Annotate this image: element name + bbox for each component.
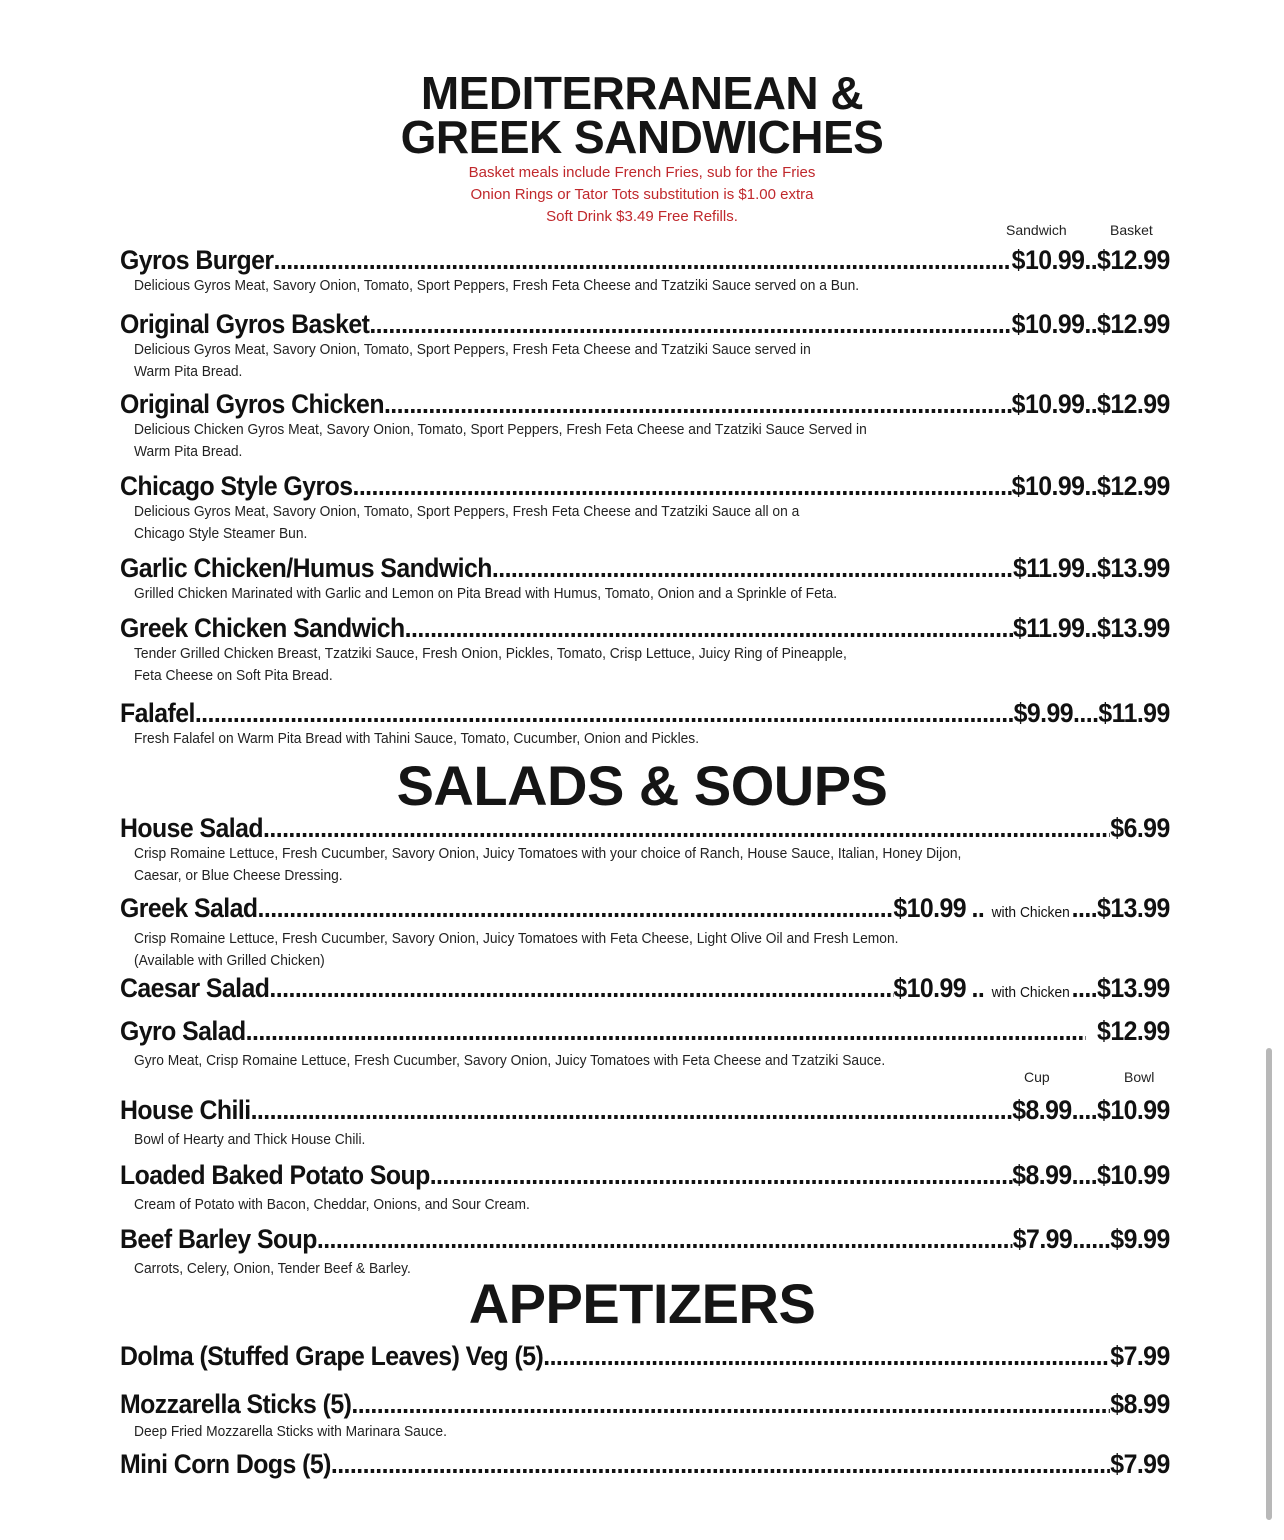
item-price-with-chicken: $13.99: [1097, 893, 1170, 923]
sandwiches-title-line1: MEDITERRANEAN &: [420, 67, 864, 119]
item-name: Loaded Baked Potato Soup: [120, 1160, 430, 1190]
item-name: Gyro Salad: [120, 1016, 246, 1046]
col-header-sandwich: Sandwich: [1006, 222, 1067, 238]
price-separator: ....: [1071, 973, 1098, 1003]
item-price-basket: $13.99: [1097, 613, 1170, 643]
basket-note-1: Basket meals include French Fries, sub for the Fries: [468, 164, 816, 181]
basket-note-2: Onion Rings or Tator Tots substitution is $1.00 extra: [470, 186, 814, 203]
item-price-sandwich: $11.99: [1013, 613, 1085, 643]
price-separator: ....: [1071, 1160, 1098, 1190]
price-separator: ..: [1084, 471, 1098, 501]
item-description: Delicious Gyros Meat, Savory Onion, Tomato, Sport Peppers, Fresh Feta Cheese and Tzatziki Sauce all on a: [134, 503, 800, 520]
item-description-cont: Chicago Style Steamer Bun.: [134, 525, 308, 542]
item-price-basket: $12.99: [1097, 471, 1170, 501]
item-description: Carrots, Celery, Onion, Tender Beef & Barley.: [134, 1260, 411, 1277]
price-separator: ..: [971, 973, 985, 1003]
salads-soups-title: SALADS & SOUPS: [396, 754, 888, 817]
vertical-scrollbar[interactable]: [1266, 1048, 1272, 1520]
item-name: Caesar Salad: [120, 973, 270, 1003]
price-separator: ..: [1084, 245, 1098, 275]
appetizers-title: APPETIZERS: [468, 1272, 816, 1335]
item-description-cont: Warm Pita Bread.: [134, 363, 243, 380]
item-name: Garlic Chicken/Humus Sandwich: [120, 553, 492, 583]
with-chicken-label: with Chicken: [991, 904, 1070, 921]
menu-item-house-chili: [120, 1095, 1170, 1151]
item-price-sandwich: $10.99: [1011, 471, 1085, 501]
menu-item-chicago-style-gyros: [120, 471, 1170, 545]
menu-item-garlic-chicken-humus: [120, 553, 1170, 605]
price-separator: ..: [1084, 613, 1098, 643]
item-price-cup: $8.99: [1012, 1160, 1072, 1190]
item-description: Crisp Romaine Lettuce, Fresh Cucumber, Savory Onion, Juicy Tomatoes with Feta Cheese, Light Olive Oil and Fresh Lemon.: [134, 930, 899, 947]
item-price: $8.99: [1110, 1389, 1170, 1419]
menu-item-loaded-baked-potato-soup: [120, 1160, 1170, 1216]
item-name: Greek Salad: [120, 893, 258, 923]
menu-item-original-gyros-basket: [120, 309, 1170, 383]
item-name: Gyros Burger: [120, 245, 274, 275]
menu-item-dolma: [120, 1341, 1170, 1371]
item-price-basket: $11.99: [1098, 698, 1170, 728]
item-price: $12.99: [1097, 1016, 1170, 1046]
item-price: $10.99: [893, 973, 966, 1003]
menu-item-greek-salad: [120, 893, 1170, 972]
menu-item-caesar-salad: [120, 973, 1170, 1008]
item-price-basket: $12.99: [1097, 309, 1170, 339]
item-name: Original Gyros Basket: [120, 309, 370, 339]
item-description-cont: Feta Cheese on Soft Pita Bread.: [134, 667, 333, 684]
item-description: Delicious Gyros Meat, Savory Onion, Tomato, Sport Peppers, Fresh Feta Cheese and Tzatziki Sauce served on a Bun.: [134, 277, 860, 294]
item-description: Tender Grilled Chicken Breast, Tzatziki Sauce, Fresh Onion, Pickles, Tomato, Crisp Lettuce, Juicy Ring of Pineapple,: [134, 645, 847, 662]
item-price: $6.99: [1110, 813, 1170, 843]
item-price-cup: $8.99: [1012, 1095, 1072, 1125]
item-description: Grilled Chicken Marinated with Garlic and Lemon on Pita Bread with Humus, Tomato, Onion and a Sprinkle of Feta.: [134, 585, 838, 602]
menu-item-gyros-burger: [120, 245, 1170, 297]
item-price-cup: $7.99: [1012, 1224, 1073, 1254]
basket-note-3: Soft Drink $3.49 Free Refills.: [546, 208, 738, 225]
item-name: Chicago Style Gyros: [120, 471, 353, 501]
sandwiches-title-line2: GREEK SANDWICHES: [400, 111, 884, 163]
item-name: Falafel: [120, 698, 195, 728]
item-description-cont: Warm Pita Bread.: [134, 443, 243, 460]
item-description: Fresh Falafel on Warm Pita Bread with Tahini Sauce, Tomato, Cucumber, Onion and Pickles.: [134, 730, 700, 747]
menu-item-original-gyros-chicken: [120, 389, 1170, 463]
price-separator: ..: [1084, 553, 1098, 583]
menu-item-mozzarella-sticks: [120, 1389, 1170, 1443]
col-header-cup: Cup: [1024, 1069, 1050, 1085]
item-description: Cream of Potato with Bacon, Cheddar, Onions, and Sour Cream.: [134, 1196, 530, 1213]
item-price: $10.99: [893, 893, 966, 923]
price-separator: ..: [971, 893, 985, 923]
item-name: Original Gyros Chicken: [120, 389, 384, 419]
col-header-bowl: Bowl: [1124, 1069, 1155, 1085]
menu-item-falafel: [120, 698, 1170, 750]
item-price-sandwich: $9.99: [1013, 698, 1074, 728]
col-header-basket: Basket: [1110, 222, 1153, 238]
item-description: Delicious Gyros Meat, Savory Onion, Tomato, Sport Peppers, Fresh Feta Cheese and Tzatziki Sauce served in: [134, 341, 811, 358]
item-price-with-chicken: $13.99: [1097, 973, 1170, 1003]
item-description-cont: (Available with Grilled Chicken): [134, 952, 325, 969]
menu-item-gyro-salad: [120, 1016, 1170, 1072]
item-name: House Salad: [120, 813, 264, 843]
item-description: Delicious Chicken Gyros Meat, Savory Onion, Tomato, Sport Peppers, Fresh Feta Cheese and Tzatziki Sauce Served in: [134, 421, 867, 438]
item-price-basket: $12.99: [1097, 245, 1170, 275]
item-name: Greek Chicken Sandwich: [120, 613, 405, 643]
price-separator: ....: [1071, 893, 1098, 923]
price-separator: ....: [1073, 698, 1099, 728]
item-price-bowl: $10.99: [1097, 1095, 1170, 1125]
item-price-bowl: $9.99: [1110, 1224, 1170, 1254]
item-price-sandwich: $10.99: [1011, 309, 1085, 339]
item-name: Mozzarella Sticks (5): [120, 1389, 352, 1419]
item-name: Mini Corn Dogs (5): [120, 1449, 331, 1479]
item-price-basket: $13.99: [1097, 553, 1170, 583]
price-separator: ......: [1072, 1224, 1111, 1254]
menu-item-greek-chicken-sandwich: [120, 613, 1170, 687]
item-price-basket: $12.99: [1097, 389, 1170, 419]
item-description-cont: Caesar, or Blue Cheese Dressing.: [134, 867, 343, 884]
item-description: Gyro Meat, Crisp Romaine Lettuce, Fresh Cucumber, Savory Onion, Juicy Tomatoes with Feta Cheese and Tzatziki Sauce.: [134, 1052, 886, 1069]
price-separator: ..: [1084, 389, 1098, 419]
item-name: House Chili: [120, 1095, 251, 1125]
item-description: Bowl of Hearty and Thick House Chili.: [134, 1131, 366, 1148]
item-name: Dolma (Stuffed Grape Leaves) Veg (5): [120, 1341, 544, 1371]
item-description: Crisp Romaine Lettuce, Fresh Cucumber, Savory Onion, Juicy Tomatoes with your choice of Ranch, House Sauce, Italian, Honey Dijon,: [134, 845, 962, 862]
with-chicken-label: with Chicken: [991, 984, 1070, 1001]
item-description: Deep Fried Mozzarella Sticks with Marinara Sauce.: [134, 1423, 447, 1440]
price-separator: ....: [1071, 1095, 1098, 1125]
item-price: $7.99: [1110, 1449, 1170, 1479]
item-price-bowl: $10.99: [1097, 1160, 1170, 1190]
menu-item-mini-corn-dogs: [120, 1449, 1170, 1479]
item-price-sandwich: $11.99: [1013, 553, 1085, 583]
item-price-sandwich: $10.99: [1011, 245, 1085, 275]
menu-item-house-salad: [120, 813, 1170, 887]
item-name: Beef Barley Soup: [120, 1224, 317, 1254]
item-price: $7.99: [1110, 1341, 1170, 1371]
price-separator: ..: [1084, 309, 1098, 339]
item-price-sandwich: $10.99: [1011, 389, 1085, 419]
